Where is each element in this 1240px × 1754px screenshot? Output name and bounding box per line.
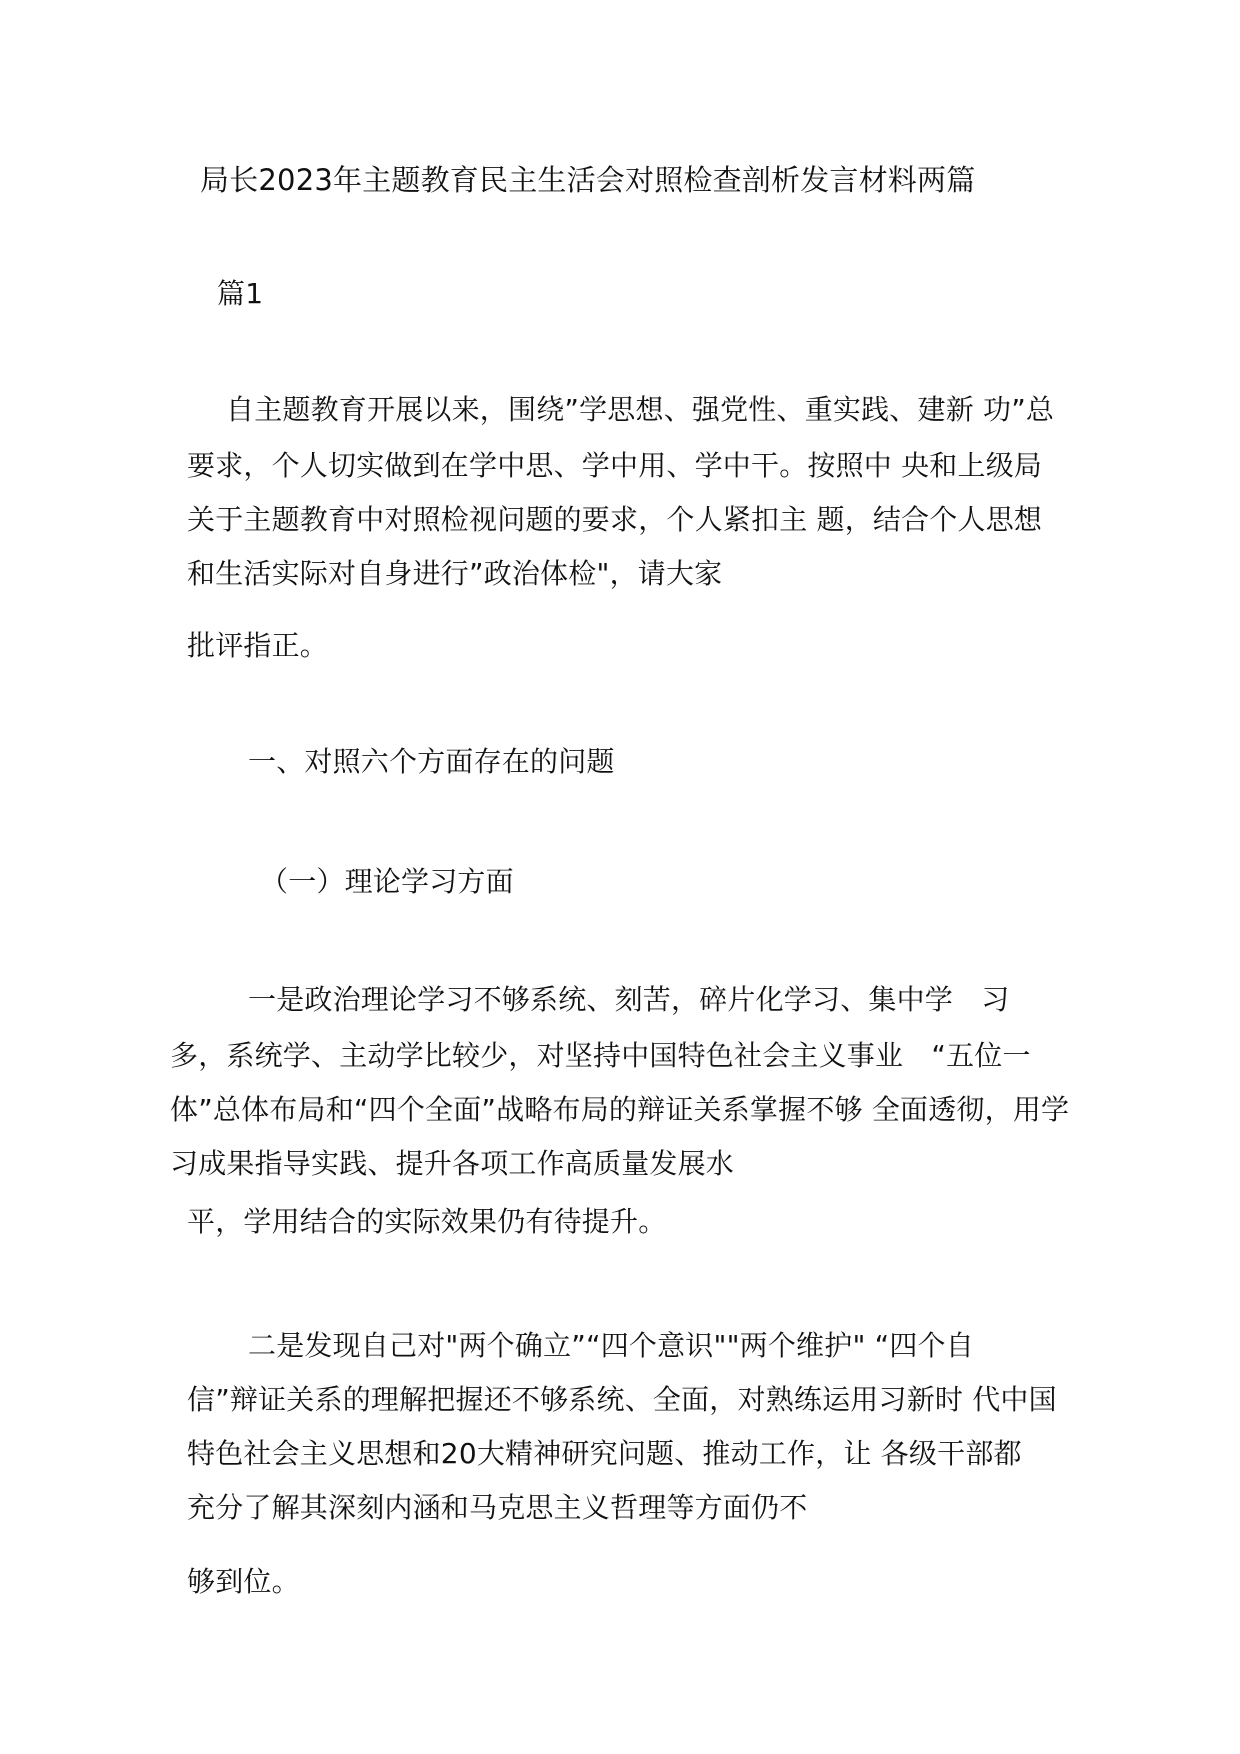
paragraph-line: 一是政治理论学习不够系统、刻苦，碎片化学习、集中学 习: [248, 983, 1010, 1016]
paragraph-line: 体”总体布局和“四个全面”战略布局的辩证关系掌握不够 全面透彻，用学: [170, 1093, 1070, 1126]
document-title: 局长2023年主题教育民主生活会对照检查剖析发言材料两篇: [200, 163, 976, 197]
paragraph-line: 信”辩证关系的理解把握还不够系统、全面，对熟练运用习新时 代中国: [187, 1383, 1057, 1416]
intro-line: 和生活实际对自身进行”政治体检"，请大家: [187, 557, 723, 590]
intro-line: 自主题教育开展以来，围绕”学思想、强党性、重实践、建新 功”总: [226, 393, 1055, 426]
subsection-heading: （一）理论学习方面: [260, 865, 514, 898]
paragraph-line: 够到位。: [187, 1565, 300, 1598]
paragraph-line: 多，系统学、主动学比较少，对坚持中国特色社会主义事业 “五位一: [170, 1039, 1031, 1072]
paragraph-line: 平，学用结合的实际效果仍有待提升。: [187, 1205, 667, 1238]
intro-line: 要求，个人切实做到在学中思、学中用、学中干。按照中 央和上级局: [187, 449, 1043, 482]
paragraph-line: 特色社会主义思想和20大精神研究问题、推动工作，让 各级干部都: [187, 1437, 1022, 1470]
paragraph-line: 充分了解其深刻内涵和马克思主义哲理等方面仍不: [187, 1491, 808, 1524]
paragraph-line: 二是发现自己对"两个确立”“四个意识""两个维护" “四个自: [248, 1329, 974, 1362]
section-heading: 一、对照六个方面存在的问题: [248, 745, 615, 778]
intro-line: 批评指正。: [187, 629, 329, 662]
paragraph-line: 习成果指导实践、提升各项工作高质量发展水: [170, 1147, 735, 1180]
part-label: 篇1: [217, 277, 264, 310]
intro-line: 关于主题教育中对照检视问题的要求，个人紧扣主 题，结合个人思想: [187, 503, 1043, 536]
